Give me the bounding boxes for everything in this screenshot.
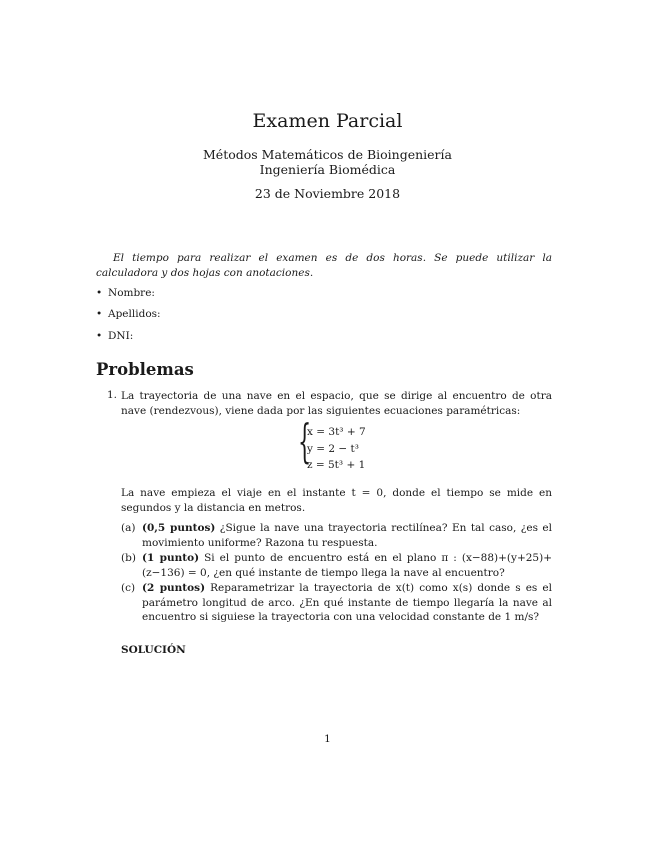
equation-z: z = 5t³ + 1 (307, 459, 366, 471)
equation-y: y = 2 − t³ (307, 442, 359, 455)
subproblem-points: (0,5 puntos) (142, 522, 216, 534)
page-number: 1 (324, 733, 331, 745)
subproblem-label: (c) (121, 582, 136, 594)
problem-context: La nave empieza el viaje en el instante t = 0, donde el tiempo se mide en segundos y la distancia en metros. (121, 487, 552, 514)
subproblem-points: (1 punto) (142, 552, 200, 564)
bullet-icon: • (96, 308, 103, 320)
equation-x: x = 3t³ + 7 (307, 426, 366, 438)
problem-number: 1. (107, 389, 118, 401)
bullet-icon: • (96, 287, 103, 299)
field-apellidos (96, 308, 161, 320)
left-brace-icon: { (298, 414, 312, 468)
subproblem-label: (a) (121, 522, 136, 534)
subproblem-points: (2 puntos) (142, 582, 206, 594)
exam-date: 23 de Noviembre 2018 (254, 186, 401, 201)
problem-statement: La trayectoria de una nave en el espacio, que se dirige al encuentro de otra nave (rendezvous), viene dada por las siguientes ecuaciones paramétricas: (121, 390, 552, 417)
subproblem-label: (b) (121, 552, 136, 564)
exam-instructions: El tiempo para realizar el examen es de dos horas. Se puede utilizar la calculadora y dos hojas con anotaciones. (96, 252, 552, 279)
solution-heading: SOLUCIÓN (121, 644, 186, 656)
course-name: Métodos Matemáticos de Bioingeniería (203, 147, 452, 162)
bullet-icon: • (96, 330, 103, 342)
subproblem-text: ¿Sigue la nave una trayectoria rectilínea? En tal caso, ¿es el movimiento uniforme? Razona tu respuesta. (142, 522, 553, 549)
field-nombre (96, 287, 155, 299)
subproblem-text: Reparametrizar la trayectoria de x(t) como x(s) donde s es el parámetro longitud de arco. ¿En qué instante de tiempo llegaría la nave al encuentro si siguiese la trayectoria con una velocidad constante de 1 m/s? (142, 582, 552, 623)
field-label: Apellidos: (108, 308, 161, 320)
subproblem-text: Si el punto de encuentro está en el plano π : (x−88)+(y+25)+(z−136) = 0, ¿en qué instante de tiempo llega la nave al encuentro? (142, 552, 552, 579)
field-dni (96, 330, 134, 342)
degree-name: Ingeniería Biomédica (259, 162, 396, 177)
exam-title: Examen Parcial (252, 110, 403, 132)
field-label: Nombre: (108, 287, 155, 299)
field-label: DNI: (108, 330, 134, 342)
section-title: Problemas (96, 360, 194, 379)
